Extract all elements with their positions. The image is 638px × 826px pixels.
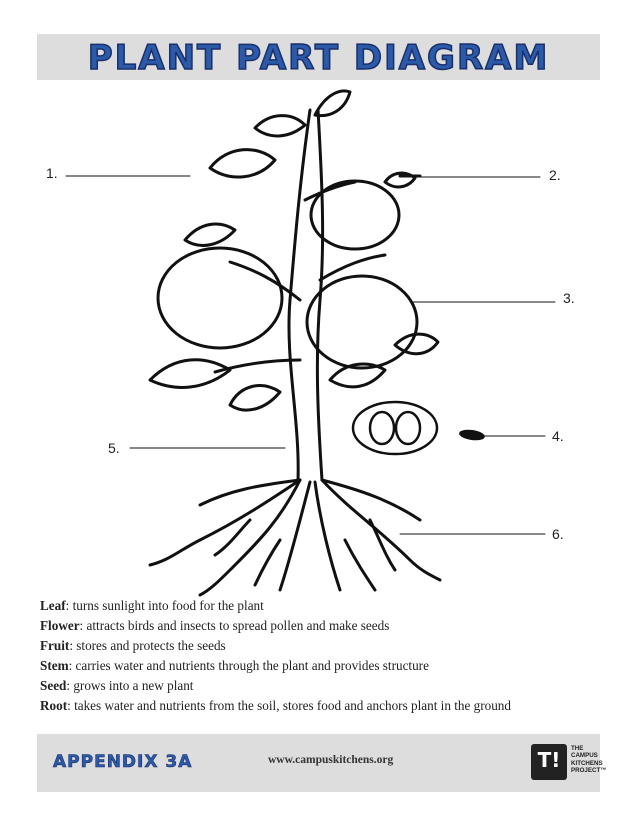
title-banner [37,34,600,80]
logo-line: PROJECT™ [571,767,607,775]
definition-text: : attracts birds and insects to spread pollen and make seeds [79,618,390,633]
label-3: 3. [563,290,575,306]
definition-term: Fruit [40,638,70,653]
definition-text: : carries water and nutrients through the plant and provides structure [68,658,429,673]
definition-term: Seed [40,678,67,693]
definition-root [40,696,620,716]
definition-text: : takes water and nutrients from the soil, stores food and anchors plant in the ground [67,698,511,713]
campus-kitchens-logo-icon [531,744,567,780]
logo-line: THE [571,745,584,752]
roots-drawing [150,480,440,595]
definition-leaf [40,596,620,616]
label-2: 2. [549,167,561,183]
fruit-drawing [158,181,417,368]
footer-banner [37,734,607,792]
logo-line: CAMPUS [571,752,598,760]
definition-term: Leaf [40,598,66,613]
definition-term: Stem [40,658,69,673]
definition-fruit [40,636,620,656]
page-title: PLANT PART DIAGRAM [87,38,550,78]
definition-seed [40,676,620,696]
logo-line: KITCHENS [571,759,603,767]
label-1: 1. [46,165,58,181]
flower-drawing [385,173,420,187]
logo-mark: T! [537,748,561,772]
leader-lines [66,176,555,534]
definitions-list [40,596,620,716]
plant-illustration [0,80,638,600]
seed-cross-section-drawing [353,402,437,454]
definition-text: : grows into a new plant [66,678,194,693]
label-4: 4. [552,428,564,444]
definition-term: Flower [40,618,80,633]
seed-drawing [458,428,485,442]
definition-text: : stores and protects the seeds [69,638,226,653]
website-link[interactable]: www.campuskitchens.org [268,754,394,766]
definition-term: Root [40,698,68,713]
appendix-label: APPENDIX 3A [53,752,193,772]
label-6: 6. [552,526,564,542]
logo-wordmark [571,745,607,775]
definition-flower [40,616,620,636]
definition-text: : turns sunlight into food for the plant [65,598,264,613]
label-5: 5. [108,440,120,456]
definition-stem [40,656,620,676]
